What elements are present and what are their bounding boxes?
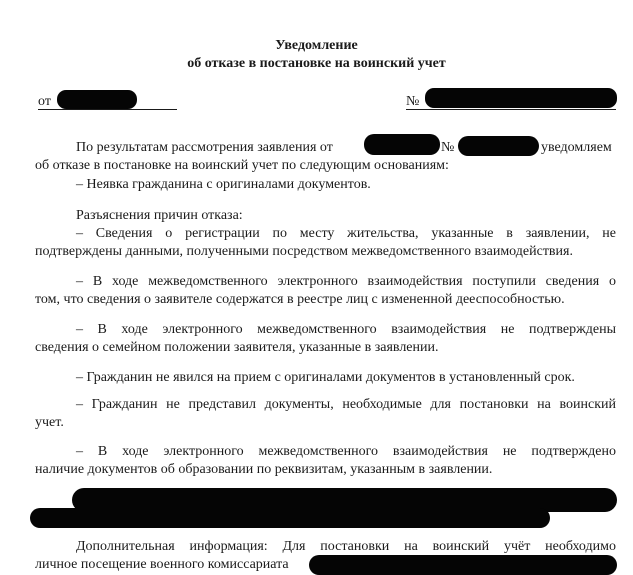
explanation-heading: Разъяснения причин отказа: bbox=[76, 208, 243, 223]
explanation-item-3-line-2: сведения о семейном положении заявителя, указанные в заявлении. bbox=[35, 340, 439, 355]
redacted-commissariat-name bbox=[309, 555, 617, 575]
explanation-item-5-line-2: учет. bbox=[35, 415, 64, 430]
explanation-item-1-line-1: – Сведения о регистрации по месту жительства, указанные в заявлении, не bbox=[76, 226, 616, 241]
redacted-application-date bbox=[364, 134, 440, 155]
intro-text-a: По результатам рассмотрения заявления от bbox=[76, 140, 333, 155]
explanation-item-4-line-1: – Гражданин не явился на прием с оригиналами документов в установленный срок. bbox=[76, 370, 575, 385]
date-label: от bbox=[38, 94, 51, 109]
redacted-application-number bbox=[458, 136, 539, 156]
document-title: Уведомление bbox=[275, 38, 358, 53]
redacted-block-line-2 bbox=[30, 508, 550, 528]
date-underline bbox=[38, 109, 177, 110]
refusal-reason: – Неявка гражданина с оригиналами документов. bbox=[76, 177, 371, 192]
explanation-item-6-line-1: – В ходе электронного межведомственного взаимодействия не подтверждено bbox=[76, 444, 616, 459]
redacted-number bbox=[425, 88, 617, 108]
explanation-item-3-line-1: – В ходе электронного межведомственного взаимодействия не подтверждены bbox=[76, 322, 616, 337]
explanation-item-6-line-2: наличие документов об образовании по реквизитам, указанным в заявлении. bbox=[35, 462, 493, 477]
additional-info-line-2: личное посещение военного комиссариата bbox=[35, 557, 289, 572]
redacted-date bbox=[57, 90, 137, 109]
intro-number-sign: № bbox=[441, 140, 455, 155]
additional-info-line-1: Дополнительная информация: Для постановки на воинский учёт необходимо bbox=[76, 539, 616, 554]
number-underline bbox=[406, 109, 616, 110]
number-label: № bbox=[406, 94, 420, 109]
explanation-item-1-line-2: подтверждены данными, полученными посредством межведомственного взаимодействия. bbox=[35, 244, 573, 259]
explanation-item-2-line-2: том, что сведения о заявителе содержатся в реестре лиц с измененной дееспособностью. bbox=[35, 292, 565, 307]
explanation-item-2-line-1: – В ходе межведомственного электронного взаимодействия поступили сведения о bbox=[76, 274, 616, 289]
explanation-item-5-line-1: – Гражданин не представил документы, необходимые для постановки на воинский bbox=[76, 397, 616, 412]
intro-text-b: уведомляем bbox=[541, 140, 612, 155]
document-subtitle: об отказе в постановке на воинский учет bbox=[187, 56, 446, 71]
intro-line-2: об отказе в постановке на воинский учет по следующим основаниям: bbox=[35, 158, 449, 173]
